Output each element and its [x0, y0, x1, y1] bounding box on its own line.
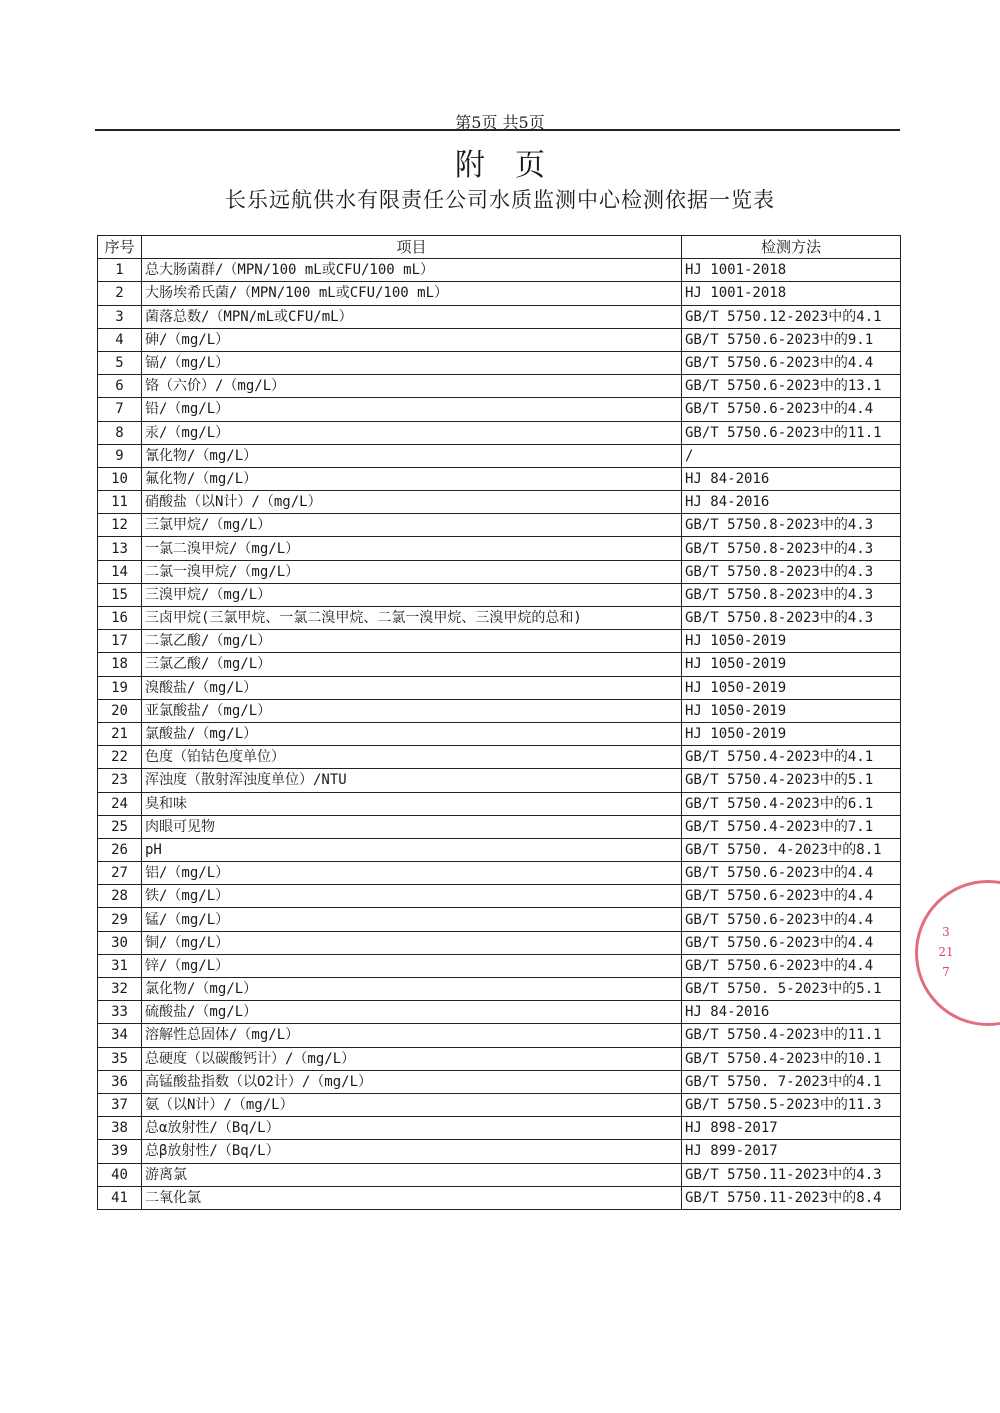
- row-method: GB/T 5750.8-2023中的4.3: [682, 607, 901, 630]
- row-item: 三氯甲烷/（mg/L）: [142, 514, 682, 537]
- row-method: GB/T 5750. 5-2023中的5.1: [682, 978, 901, 1001]
- testing-basis-table: [97, 235, 901, 1210]
- row-item: 总硬度（以碳酸钙计）/（mg/L）: [142, 1047, 682, 1070]
- row-number: 34: [98, 1024, 142, 1047]
- row-item: 高锰酸盐指数（以O2计）/（mg/L）: [142, 1070, 682, 1093]
- row-item: 铝/（mg/L）: [142, 862, 682, 885]
- row-number: 27: [98, 862, 142, 885]
- row-method: GB/T 5750.6-2023中的4.4: [682, 931, 901, 954]
- red-seal-stamp: [915, 880, 1000, 1026]
- row-number: 20: [98, 699, 142, 722]
- row-method: /: [682, 444, 901, 467]
- row-item: 总α放射性/（Bq/L）: [142, 1117, 682, 1140]
- row-number: 28: [98, 885, 142, 908]
- row-number: 1: [98, 259, 142, 282]
- table-row: [98, 514, 901, 537]
- row-number: 10: [98, 467, 142, 490]
- table-row: [98, 467, 901, 490]
- row-item: 硝酸盐（以N计）/（mg/L）: [142, 491, 682, 514]
- row-item: 总β放射性/（Bq/L）: [142, 1140, 682, 1163]
- table-row: [98, 1186, 901, 1209]
- row-number: 29: [98, 908, 142, 931]
- table-row: [98, 1070, 901, 1093]
- row-number: 30: [98, 931, 142, 954]
- table-row: [98, 607, 901, 630]
- row-item: 大肠埃希氏菌/（MPN/100 mL或CFU/100 mL）: [142, 282, 682, 305]
- row-method: GB/T 5750.5-2023中的11.3: [682, 1093, 901, 1116]
- row-number: 24: [98, 792, 142, 815]
- row-number: 21: [98, 722, 142, 745]
- row-method: GB/T 5750. 4-2023中的8.1: [682, 838, 901, 861]
- row-item: 臭和味: [142, 792, 682, 815]
- row-method: GB/T 5750.8-2023中的4.3: [682, 514, 901, 537]
- row-item: 汞/（mg/L）: [142, 421, 682, 444]
- row-number: 17: [98, 630, 142, 653]
- row-method: HJ 84-2016: [682, 467, 901, 490]
- row-method: GB/T 5750.6-2023中的4.4: [682, 954, 901, 977]
- table-header-row: [98, 236, 901, 259]
- row-method: HJ 1050-2019: [682, 653, 901, 676]
- row-method: GB/T 5750.6-2023中的4.4: [682, 908, 901, 931]
- row-item: 铜/（mg/L）: [142, 931, 682, 954]
- row-item: 溶解性总固体/（mg/L）: [142, 1024, 682, 1047]
- column-header-no: 序号: [98, 236, 142, 259]
- table-body: [98, 259, 901, 1210]
- row-number: 3: [98, 305, 142, 328]
- row-method: HJ 1050-2019: [682, 630, 901, 653]
- table-row: [98, 699, 901, 722]
- row-number: 13: [98, 537, 142, 560]
- table-row: [98, 885, 901, 908]
- row-method: GB/T 5750.6-2023中的4.4: [682, 885, 901, 908]
- row-item: 氰化物/（mg/L）: [142, 444, 682, 467]
- row-number: 23: [98, 769, 142, 792]
- row-method: HJ 84-2016: [682, 1001, 901, 1024]
- row-item: 色度（铂钴色度单位）: [142, 746, 682, 769]
- table-row: [98, 954, 901, 977]
- row-number: 2: [98, 282, 142, 305]
- header-rule: [95, 129, 900, 131]
- table-row: [98, 815, 901, 838]
- row-item: 氯化物/（mg/L）: [142, 978, 682, 1001]
- row-item: 浑浊度（散射浑浊度单位）/NTU: [142, 769, 682, 792]
- page-subtitle: 长乐远航供水有限责任公司水质监测中心检测依据一览表: [225, 188, 775, 212]
- row-method: GB/T 5750.6-2023中的13.1: [682, 375, 901, 398]
- row-item: 氟化物/（mg/L）: [142, 467, 682, 490]
- row-method: GB/T 5750.6-2023中的4.4: [682, 398, 901, 421]
- row-number: 11: [98, 491, 142, 514]
- row-number: 19: [98, 676, 142, 699]
- table-row: [98, 722, 901, 745]
- table-row: [98, 328, 901, 351]
- row-item: 砷/（mg/L）: [142, 328, 682, 351]
- row-item: 硫酸盐/（mg/L）: [142, 1001, 682, 1024]
- row-item: 溴酸盐/（mg/L）: [142, 676, 682, 699]
- page-title: 附页: [455, 148, 575, 183]
- row-item: 氨（以N计）/（mg/L）: [142, 1093, 682, 1116]
- table-row: [98, 1024, 901, 1047]
- row-item: 铅/（mg/L）: [142, 398, 682, 421]
- row-item: 镉/（mg/L）: [142, 351, 682, 374]
- row-number: 36: [98, 1070, 142, 1093]
- table-row: [98, 583, 901, 606]
- row-item: 亚氯酸盐/（mg/L）: [142, 699, 682, 722]
- row-method: HJ 899-2017: [682, 1140, 901, 1163]
- row-method: GB/T 5750.4-2023中的6.1: [682, 792, 901, 815]
- row-number: 8: [98, 421, 142, 444]
- table-row: [98, 491, 901, 514]
- row-number: 31: [98, 954, 142, 977]
- row-method: HJ 1050-2019: [682, 676, 901, 699]
- row-method: GB/T 5750.4-2023中的7.1: [682, 815, 901, 838]
- table-row: [98, 1093, 901, 1116]
- row-method: GB/T 5750.11-2023中的8.4: [682, 1186, 901, 1209]
- row-number: 32: [98, 978, 142, 1001]
- table-row: [98, 676, 901, 699]
- row-item: 铁/（mg/L）: [142, 885, 682, 908]
- row-method: GB/T 5750.11-2023中的4.3: [682, 1163, 901, 1186]
- row-number: 26: [98, 838, 142, 861]
- table-row: [98, 908, 901, 931]
- row-method: GB/T 5750.6-2023中的4.4: [682, 862, 901, 885]
- row-method: HJ 84-2016: [682, 491, 901, 514]
- row-item: 总大肠菌群/（MPN/100 mL或CFU/100 mL）: [142, 259, 682, 282]
- row-item: 锌/（mg/L）: [142, 954, 682, 977]
- row-method: GB/T 5750.4-2023中的11.1: [682, 1024, 901, 1047]
- row-number: 4: [98, 328, 142, 351]
- table-row: [98, 1117, 901, 1140]
- row-number: 38: [98, 1117, 142, 1140]
- table-row: [98, 537, 901, 560]
- row-method: GB/T 5750.4-2023中的5.1: [682, 769, 901, 792]
- row-number: 9: [98, 444, 142, 467]
- table-row: [98, 1140, 901, 1163]
- row-number: 15: [98, 583, 142, 606]
- table-row: [98, 1001, 901, 1024]
- table-row: [98, 351, 901, 374]
- row-method: GB/T 5750.8-2023中的4.3: [682, 560, 901, 583]
- row-item: 一氯二溴甲烷/（mg/L）: [142, 537, 682, 560]
- row-number: 41: [98, 1186, 142, 1209]
- table-row: [98, 931, 901, 954]
- row-number: 12: [98, 514, 142, 537]
- row-item: 氯酸盐/（mg/L）: [142, 722, 682, 745]
- table-row: [98, 560, 901, 583]
- table-row: [98, 1163, 901, 1186]
- table-row: [98, 1047, 901, 1070]
- row-method: HJ 1001-2018: [682, 259, 901, 282]
- row-number: 22: [98, 746, 142, 769]
- row-method: HJ 1050-2019: [682, 699, 901, 722]
- column-header-item: 项目: [142, 236, 682, 259]
- row-method: GB/T 5750.8-2023中的4.3: [682, 537, 901, 560]
- row-method: GB/T 5750.8-2023中的4.3: [682, 583, 901, 606]
- row-item: 三卤甲烷(三氯甲烷、一氯二溴甲烷、二氯一溴甲烷、三溴甲烷的总和): [142, 607, 682, 630]
- stamp-text: 3 21 7: [938, 925, 954, 979]
- row-method: GB/T 5750.4-2023中的4.1: [682, 746, 901, 769]
- row-method: GB/T 5750.6-2023中的9.1: [682, 328, 901, 351]
- table-row: [98, 978, 901, 1001]
- table-row: [98, 421, 901, 444]
- column-header-method: 检测方法: [682, 236, 901, 259]
- row-number: 33: [98, 1001, 142, 1024]
- row-item: pH: [142, 838, 682, 861]
- row-item: 三氯乙酸/（mg/L）: [142, 653, 682, 676]
- table-row: [98, 444, 901, 467]
- row-method: GB/T 5750.6-2023中的11.1: [682, 421, 901, 444]
- row-item: 二氯一溴甲烷/（mg/L）: [142, 560, 682, 583]
- row-number: 35: [98, 1047, 142, 1070]
- row-number: 7: [98, 398, 142, 421]
- row-item: 锰/（mg/L）: [142, 908, 682, 931]
- row-method: GB/T 5750.12-2023中的4.1: [682, 305, 901, 328]
- row-number: 5: [98, 351, 142, 374]
- row-item: 二氯乙酸/（mg/L）: [142, 630, 682, 653]
- table-row: [98, 769, 901, 792]
- row-method: HJ 1050-2019: [682, 722, 901, 745]
- row-method: GB/T 5750.4-2023中的10.1: [682, 1047, 901, 1070]
- row-item: 三溴甲烷/（mg/L）: [142, 583, 682, 606]
- page-number: 第5页 共5页: [455, 113, 545, 132]
- table-row: [98, 630, 901, 653]
- table-row: [98, 838, 901, 861]
- row-item: 铬（六价）/（mg/L）: [142, 375, 682, 398]
- row-number: 37: [98, 1093, 142, 1116]
- row-number: 40: [98, 1163, 142, 1186]
- table-row: [98, 282, 901, 305]
- row-method: GB/T 5750.6-2023中的4.4: [682, 351, 901, 374]
- row-method: HJ 898-2017: [682, 1117, 901, 1140]
- table-row: [98, 375, 901, 398]
- row-number: 39: [98, 1140, 142, 1163]
- row-number: 18: [98, 653, 142, 676]
- row-number: 16: [98, 607, 142, 630]
- row-number: 6: [98, 375, 142, 398]
- row-method: GB/T 5750. 7-2023中的4.1: [682, 1070, 901, 1093]
- table-row: [98, 746, 901, 769]
- table-row: [98, 398, 901, 421]
- table-row: [98, 862, 901, 885]
- row-method: HJ 1001-2018: [682, 282, 901, 305]
- row-item: 菌落总数/（MPN/mL或CFU/mL）: [142, 305, 682, 328]
- table-row: [98, 653, 901, 676]
- table-row: [98, 305, 901, 328]
- row-number: 14: [98, 560, 142, 583]
- table-row: [98, 792, 901, 815]
- row-item: 二氧化氯: [142, 1186, 682, 1209]
- row-item: 肉眼可见物: [142, 815, 682, 838]
- row-number: 25: [98, 815, 142, 838]
- row-item: 游离氯: [142, 1163, 682, 1186]
- table-row: [98, 259, 901, 282]
